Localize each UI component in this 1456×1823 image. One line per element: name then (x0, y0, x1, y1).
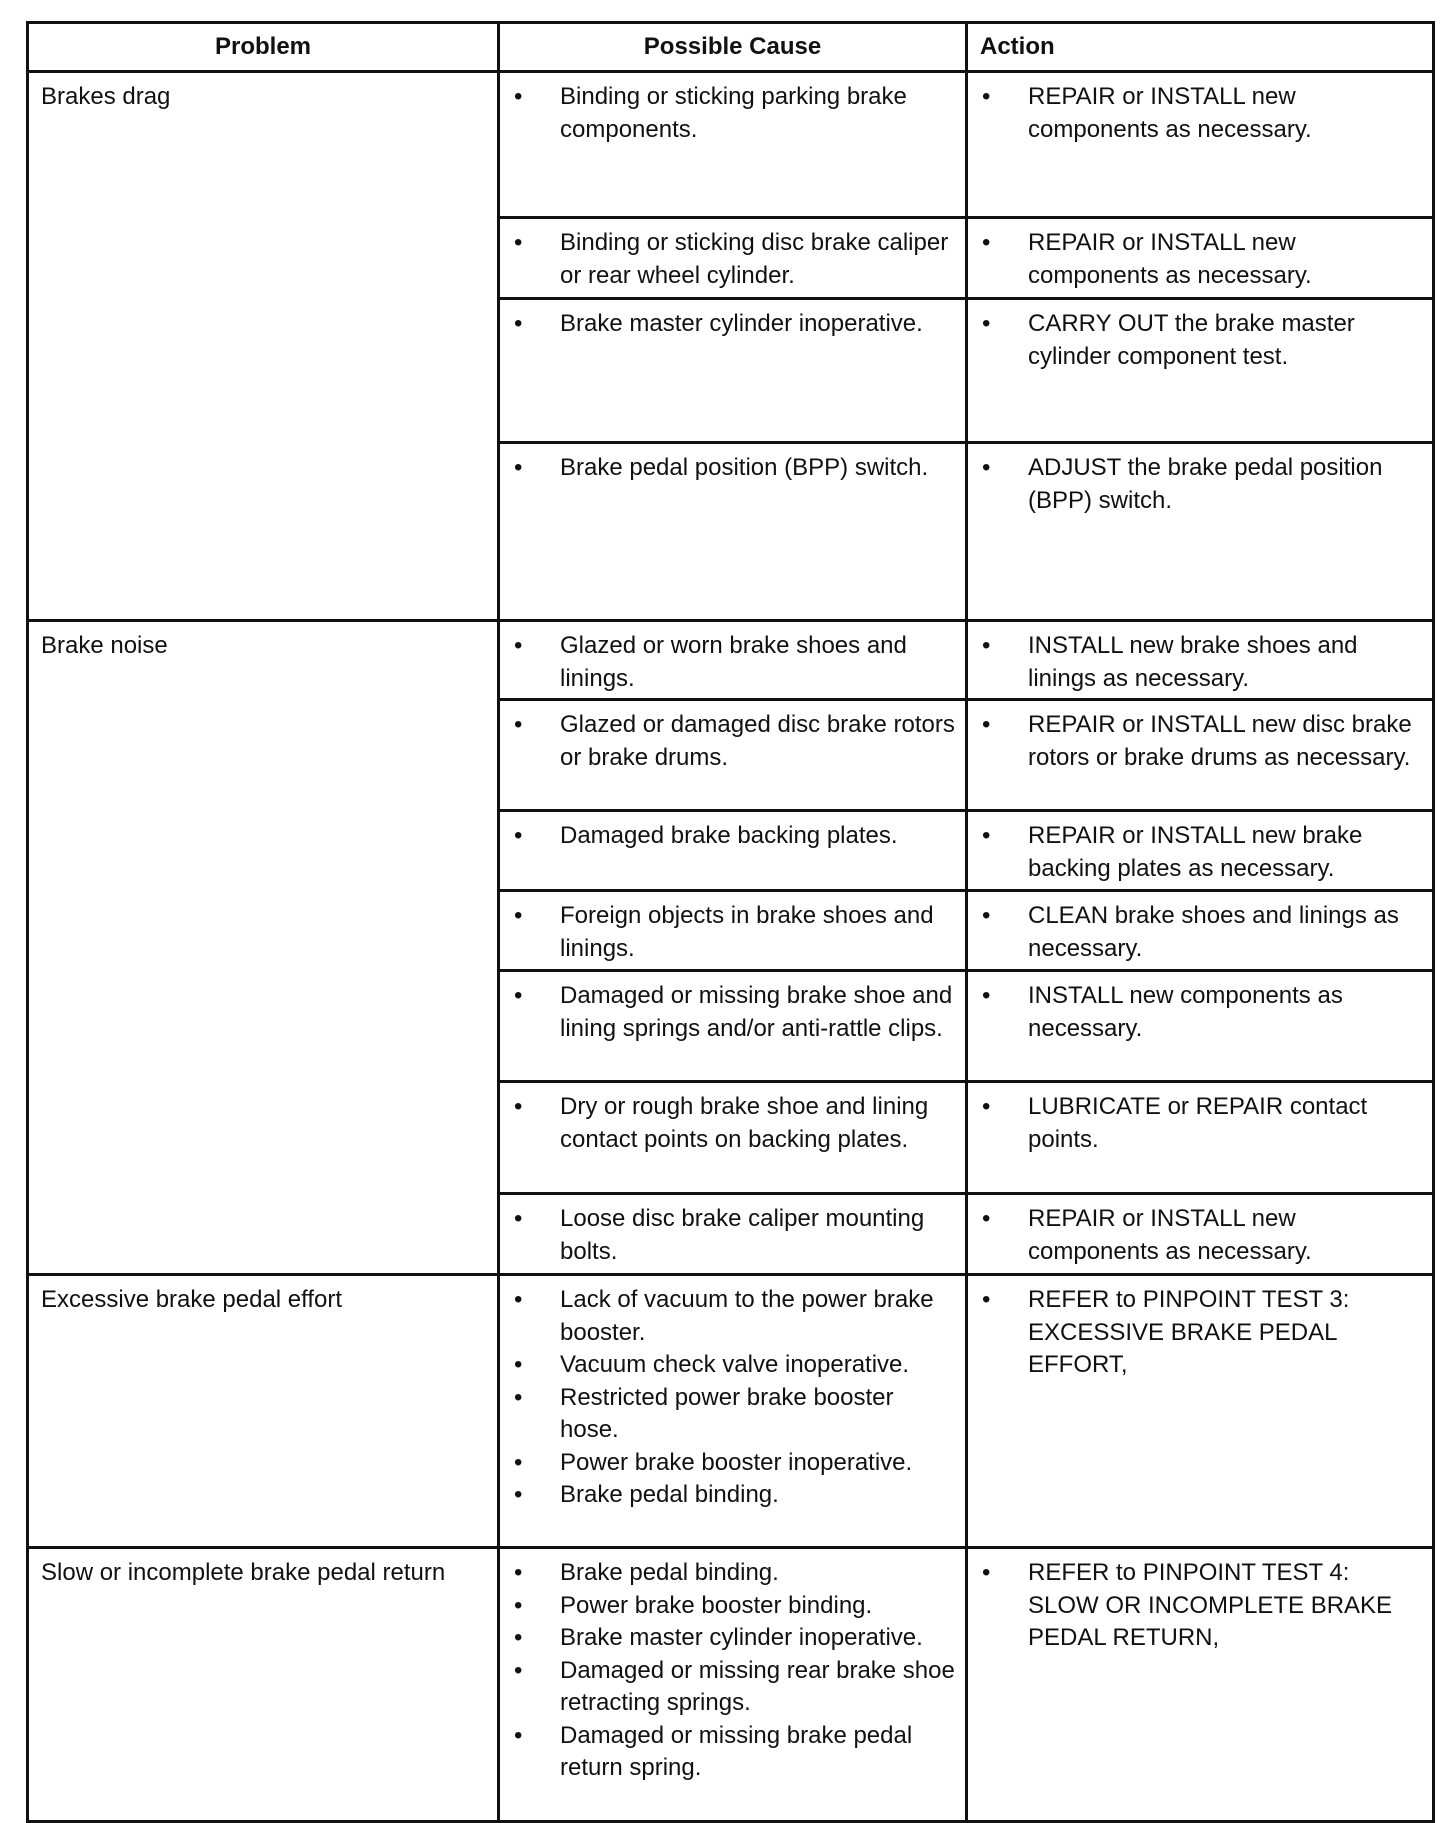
list-item: • CLEAN brake shoes and linings as necessary. (968, 900, 1424, 965)
cause-list (500, 1195, 965, 1268)
action-list (968, 444, 1432, 517)
list-item: • INSTALL new brake shoes and linings as necessary. (968, 630, 1424, 695)
action-cell (967, 443, 1434, 621)
action-list (968, 1195, 1432, 1268)
action-list (968, 622, 1432, 695)
cause-cell (499, 891, 967, 971)
diagnosis-table (26, 21, 1435, 1823)
list-item: • Brake master cylinder inoperative. (500, 308, 957, 341)
problem-cell: Brakes drag (28, 72, 499, 621)
header-possible-cause: Possible Cause (499, 23, 967, 72)
list-item: • Damaged brake backing plates. (500, 820, 957, 853)
action-cell (967, 700, 1434, 811)
action-cell (967, 1275, 1434, 1548)
action-list (968, 812, 1432, 885)
list-item: • CARRY OUT the brake master cylinder component test. (968, 308, 1424, 373)
list-item: • Damaged or missing rear brake shoe retracting springs. (500, 1655, 957, 1720)
cause-list (500, 73, 965, 146)
cause-cell (499, 72, 967, 218)
cause-cell (499, 1194, 967, 1275)
list-item: • Binding or sticking parking brake components. (500, 81, 957, 146)
action-cell (967, 1082, 1434, 1194)
header-problem: Problem (28, 23, 499, 72)
action-list (968, 701, 1432, 774)
cause-cell (499, 811, 967, 891)
list-item: • Damaged or missing brake pedal return spring. (500, 1720, 957, 1785)
cause-list (500, 701, 965, 774)
cause-cell (499, 1275, 967, 1548)
action-cell (967, 299, 1434, 443)
action-list (968, 892, 1432, 965)
header-action: Action (967, 23, 1434, 72)
cause-cell (499, 621, 967, 700)
cause-cell (499, 443, 967, 621)
cause-cell (499, 700, 967, 811)
action-cell (967, 1194, 1434, 1275)
list-item: • Foreign objects in brake shoes and linings. (500, 900, 957, 965)
action-list (968, 1276, 1432, 1382)
list-item: • REPAIR or INSTALL new components as necessary. (968, 1203, 1424, 1268)
list-item: • Brake pedal binding. (500, 1557, 957, 1590)
cause-list (500, 972, 965, 1045)
list-item: • Brake pedal position (BPP) switch. (500, 452, 957, 485)
header-row (28, 23, 1434, 72)
cause-list (500, 219, 965, 292)
action-list (968, 73, 1432, 146)
cause-cell (499, 1548, 967, 1822)
action-cell (967, 621, 1434, 700)
list-item: • Glazed or damaged disc brake rotors or brake drums. (500, 709, 957, 774)
cause-list (500, 300, 965, 341)
problem-cell: Slow or incomplete brake pedal return (28, 1548, 499, 1822)
list-item: • Damaged or missing brake shoe and lining springs and/or anti-rattle clips. (500, 980, 957, 1045)
table-row (28, 1548, 1434, 1822)
action-list (968, 300, 1432, 373)
list-item: • Dry or rough brake shoe and lining contact points on backing plates. (500, 1091, 957, 1156)
action-cell (967, 811, 1434, 891)
list-item: • Glazed or worn brake shoes and linings. (500, 630, 957, 695)
list-item: • ADJUST the brake pedal position (BPP) switch. (968, 452, 1424, 517)
action-list (968, 1083, 1432, 1156)
list-item: • INSTALL new components as necessary. (968, 980, 1424, 1045)
cause-cell (499, 971, 967, 1082)
action-list (968, 1549, 1432, 1655)
action-cell (967, 971, 1434, 1082)
list-item: • Power brake booster binding. (500, 1590, 957, 1623)
problem-cell: Brake noise (28, 621, 499, 1275)
cause-list (500, 1276, 965, 1512)
list-item: • LUBRICATE or REPAIR contact points. (968, 1091, 1424, 1156)
list-item: • REFER to PINPOINT TEST 4: SLOW OR INCOMPLETE BRAKE PEDAL RETURN, (968, 1557, 1424, 1655)
list-item: • Brake pedal binding. (500, 1479, 957, 1512)
action-cell (967, 1548, 1434, 1822)
action-cell (967, 72, 1434, 218)
list-item: • Restricted power brake booster hose. (500, 1382, 957, 1447)
cause-list (500, 1083, 965, 1156)
list-item: • Loose disc brake caliper mounting bolts. (500, 1203, 957, 1268)
list-item: • REPAIR or INSTALL new components as necessary. (968, 227, 1424, 292)
cause-list (500, 622, 965, 695)
cause-cell (499, 1082, 967, 1194)
list-item: • REPAIR or INSTALL new components as necessary. (968, 81, 1424, 146)
list-item: • Brake master cylinder inoperative. (500, 1622, 957, 1655)
action-list (968, 972, 1432, 1045)
table-row (28, 72, 1434, 218)
action-cell (967, 891, 1434, 971)
table-row (28, 621, 1434, 700)
list-item: • Power brake booster inoperative. (500, 1447, 957, 1480)
list-item: • REPAIR or INSTALL new brake backing plates as necessary. (968, 820, 1424, 885)
action-list (968, 219, 1432, 292)
cause-list (500, 812, 965, 853)
cause-cell (499, 218, 967, 299)
list-item: • Vacuum check valve inoperative. (500, 1349, 957, 1382)
action-cell (967, 218, 1434, 299)
cause-cell (499, 299, 967, 443)
cause-list (500, 1549, 965, 1785)
table-row (28, 1275, 1434, 1548)
list-item: • REPAIR or INSTALL new disc brake rotors or brake drums as necessary. (968, 709, 1424, 774)
list-item: • Lack of vacuum to the power brake booster. (500, 1284, 957, 1349)
cause-list (500, 444, 965, 485)
problem-cell: Excessive brake pedal effort (28, 1275, 499, 1548)
list-item: • Binding or sticking disc brake caliper or rear wheel cylinder. (500, 227, 957, 292)
cause-list (500, 892, 965, 965)
list-item: • REFER to PINPOINT TEST 3: EXCESSIVE BRAKE PEDAL EFFORT, (968, 1284, 1424, 1382)
